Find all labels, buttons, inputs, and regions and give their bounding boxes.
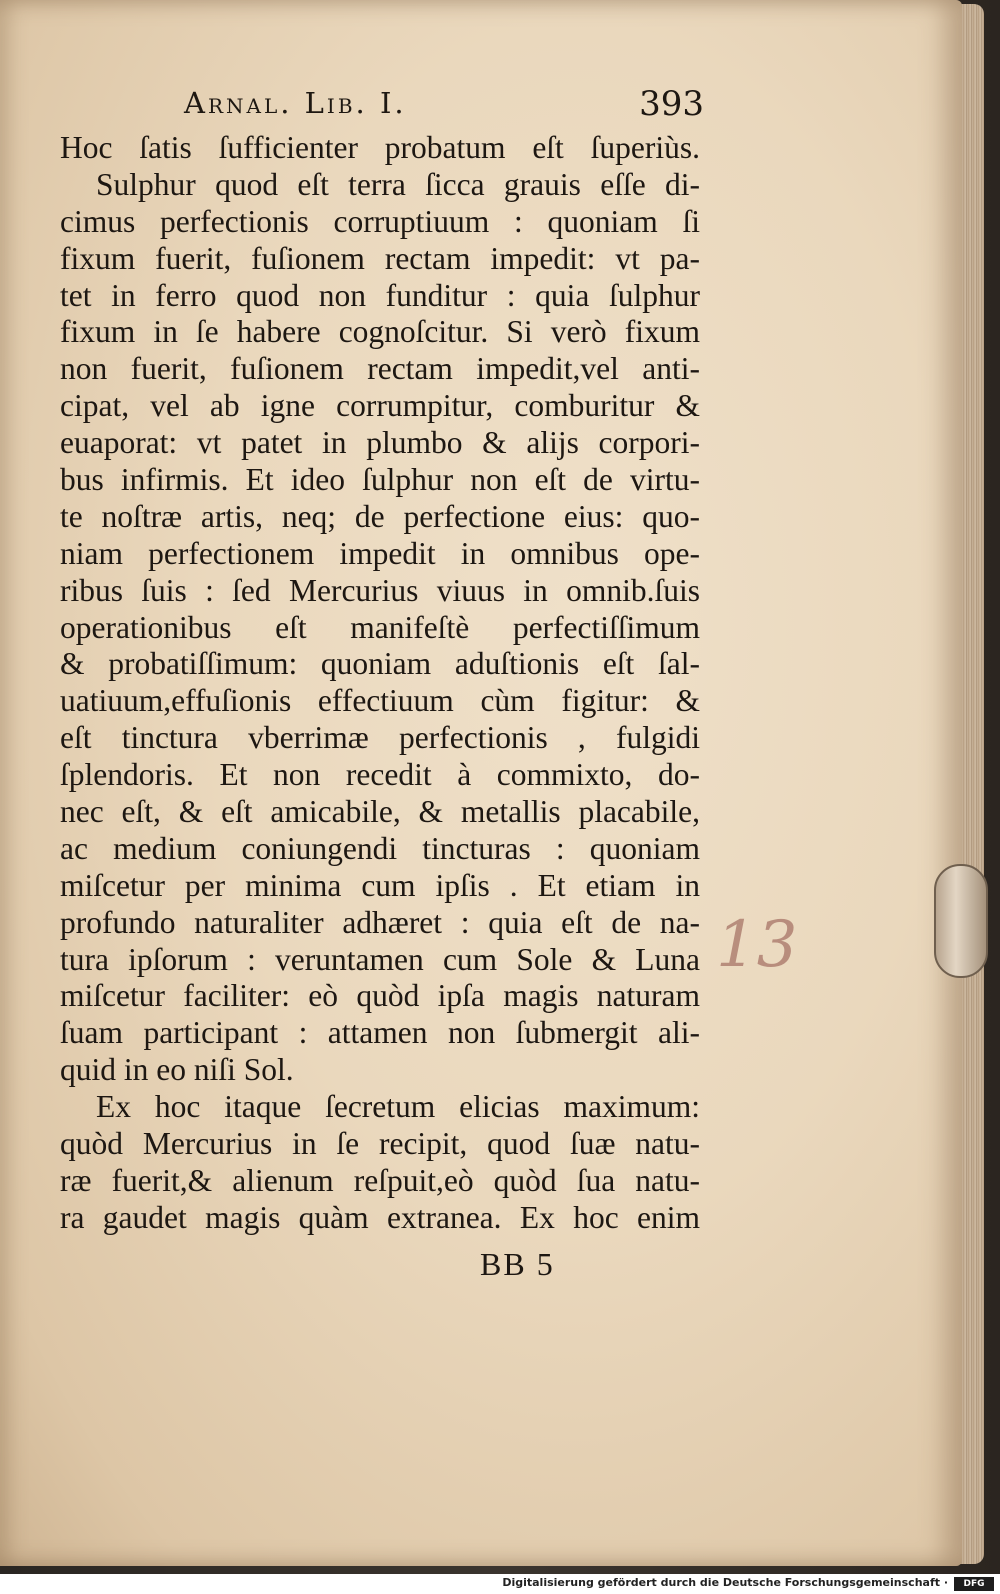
dfg-logo-icon: DFG <box>954 1577 994 1591</box>
running-head-title: Arnal. Lib. I. <box>184 86 407 120</box>
body-text <box>60 130 700 1237</box>
text-line: ræ fuerit,& alienum reſpuit,eò quòd ſua natu- <box>60 1162 700 1198</box>
footer-bar <box>0 1574 1000 1594</box>
page-number: 393 <box>639 84 704 124</box>
text-line: Hoc ſatis ſufficienter probatum eſt ſuperiùs. <box>60 130 700 165</box>
text-line: niam perfectionem impedit in omnibus ope- <box>60 535 700 571</box>
text-line: nec eſt, & eſt amicabile, & metallis placabile, <box>60 794 700 830</box>
text-line: tet in ferro quod non funditur : quia ſulphur <box>60 277 700 313</box>
text-line: quòd Mercurius in ſe recipit, quod ſuæ natu- <box>60 1126 700 1162</box>
text-line: bus infirmis. Et ideo ſulphur non eſt de virtu- <box>60 462 700 498</box>
text-line: ra gaudet magis quàm extranea. Ex hoc enim <box>60 1199 700 1235</box>
text-line: tura ipſorum : veruntamen cum Sole & Luna <box>60 941 700 977</box>
text-line: quid in eo niſi Sol. <box>60 1052 294 1088</box>
text-line: ac medium coniungendi tincturas : quoniam <box>60 830 700 866</box>
text-line: miſcetur per minima cum ipſis . Et etiam in <box>60 867 700 903</box>
text-line: fixum in ſe habere cognoſcitur. Si verò fixum <box>60 314 700 350</box>
running-head <box>184 84 704 128</box>
text-line: profundo naturaliter adhæret : quia eſt de na- <box>60 904 700 940</box>
text-line: te noſtræ artis, neq; de perfectione eius: quo- <box>60 498 700 534</box>
text-line: eſt tinctura vberrimæ perfectionis , fulgidi <box>60 720 700 756</box>
funding-credit: Digitalisierung gefördert durch die Deutsche Forschungsgemeinschaft · <box>502 1576 948 1589</box>
text-line: miſcetur faciliter: eò quòd ipſa magis naturam <box>60 978 700 1014</box>
book-clip <box>934 864 988 978</box>
text-line: ribus ſuis : ſed Mercurius viuus in omnib.ſuis <box>60 572 700 608</box>
text-line: non fuerit, fuſionem rectam impedit,vel anti- <box>60 351 700 387</box>
text-line: operationibus eſt manifeſtè perfectiſſimum <box>60 609 700 645</box>
text-line: uatiuum,effuſionis effectiuum cùm figitur: & <box>60 683 700 719</box>
signature-mark: BB 5 <box>480 1246 555 1282</box>
text-line: cipat, vel ab igne corrumpitur, comburitur & <box>60 388 700 424</box>
text-line: cimus perfectionis corruptiuum : quoniam ſi <box>60 203 700 239</box>
text-line: Sulphur quod eſt terra ſicca grauis eſſe di- <box>96 166 700 202</box>
text-line: ſplendoris. Et non recedit à commixto, do- <box>60 757 700 793</box>
text-line: ſuam participant : attamen non ſubmergit ali- <box>60 1015 700 1051</box>
text-line: & probatiſſimum: quoniam aduſtionis eſt ſal- <box>60 646 700 682</box>
text-line: euaporat: vt patet in plumbo & alijs corpori- <box>60 425 700 461</box>
pencil-mark-icon: 13 <box>716 908 798 982</box>
text-line: Ex hoc itaque ſecretum elicias maximum: <box>96 1089 700 1125</box>
text-line: fixum fuerit, fuſionem rectam impedit: vt pa- <box>60 240 700 276</box>
